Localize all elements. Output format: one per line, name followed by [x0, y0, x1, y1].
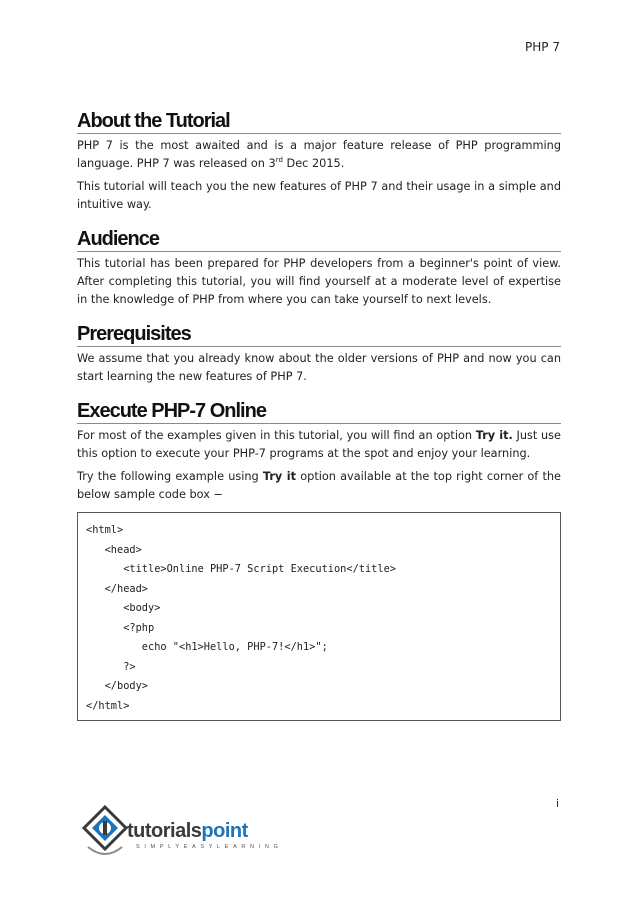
logo-wordmark: tutorialspoint [127, 820, 248, 842]
code-line: </head> [86, 582, 148, 595]
section-prerequisites [77, 323, 561, 386]
code-line: ?> [86, 660, 136, 673]
paragraph: PHP 7 is the most awaited and is a major feature release of PHP programming language. PHP 7 was released on 3rd Dec 2015. [77, 139, 561, 170]
code-line: <html> [86, 524, 124, 536]
page-content [77, 110, 561, 735]
code-line: </html> [86, 699, 130, 712]
paragraph: For most of the examples given in this tutorial, you will find an option Try it. Just use this option to execute your PHP-7 programs at the spot and enjoy your learning. [77, 429, 561, 460]
section-audience [77, 228, 561, 309]
section-heading: About the Tutorial [77, 110, 561, 134]
section-heading: Prerequisites [77, 323, 561, 347]
logo-tagline: SIMPLYEASYLEARNING [136, 844, 283, 850]
code-line: <head> [86, 543, 142, 556]
code-line: <title>Online PHP-7 Script Execution</title> [86, 563, 396, 575]
section-about [77, 110, 561, 214]
try-it-term: Try it [262, 470, 297, 483]
paragraph: We assume that you already know about the older versions of PHP and now you can start learning the new features of PHP 7. [77, 352, 561, 383]
code-line: </body> [86, 680, 148, 692]
paragraph: This tutorial has been prepared for PHP developers from a beginner's point of view. After completing this tutorial, you will find yourself at a moderate level of expertise in the knowledge of PHP from where you can take yourself to next levels. [77, 257, 561, 306]
section-heading: Audience [77, 228, 561, 252]
paragraph: This tutorial will teach you the new features of PHP 7 and their usage in a simple and intuitive way. [77, 180, 561, 211]
code-line: <?php [86, 621, 155, 634]
running-header: PHP 7 [525, 40, 560, 54]
code-line: echo "<h1>Hello, PHP-7!</h1>"; [86, 641, 328, 653]
code-line: <body> [86, 602, 161, 614]
tutorialspoint-logo [80, 803, 283, 869]
tutorialspoint-logo-icon [80, 803, 130, 869]
page-number: i [555, 797, 559, 810]
section-execute-online [77, 400, 561, 721]
paragraph: Try the following example using Try it option available at the top right corner of the below sample code box − [77, 470, 561, 501]
try-it-term: Try it. [475, 429, 513, 442]
code-sample-box [77, 512, 561, 721]
section-heading: Execute PHP-7 Online [77, 400, 561, 424]
